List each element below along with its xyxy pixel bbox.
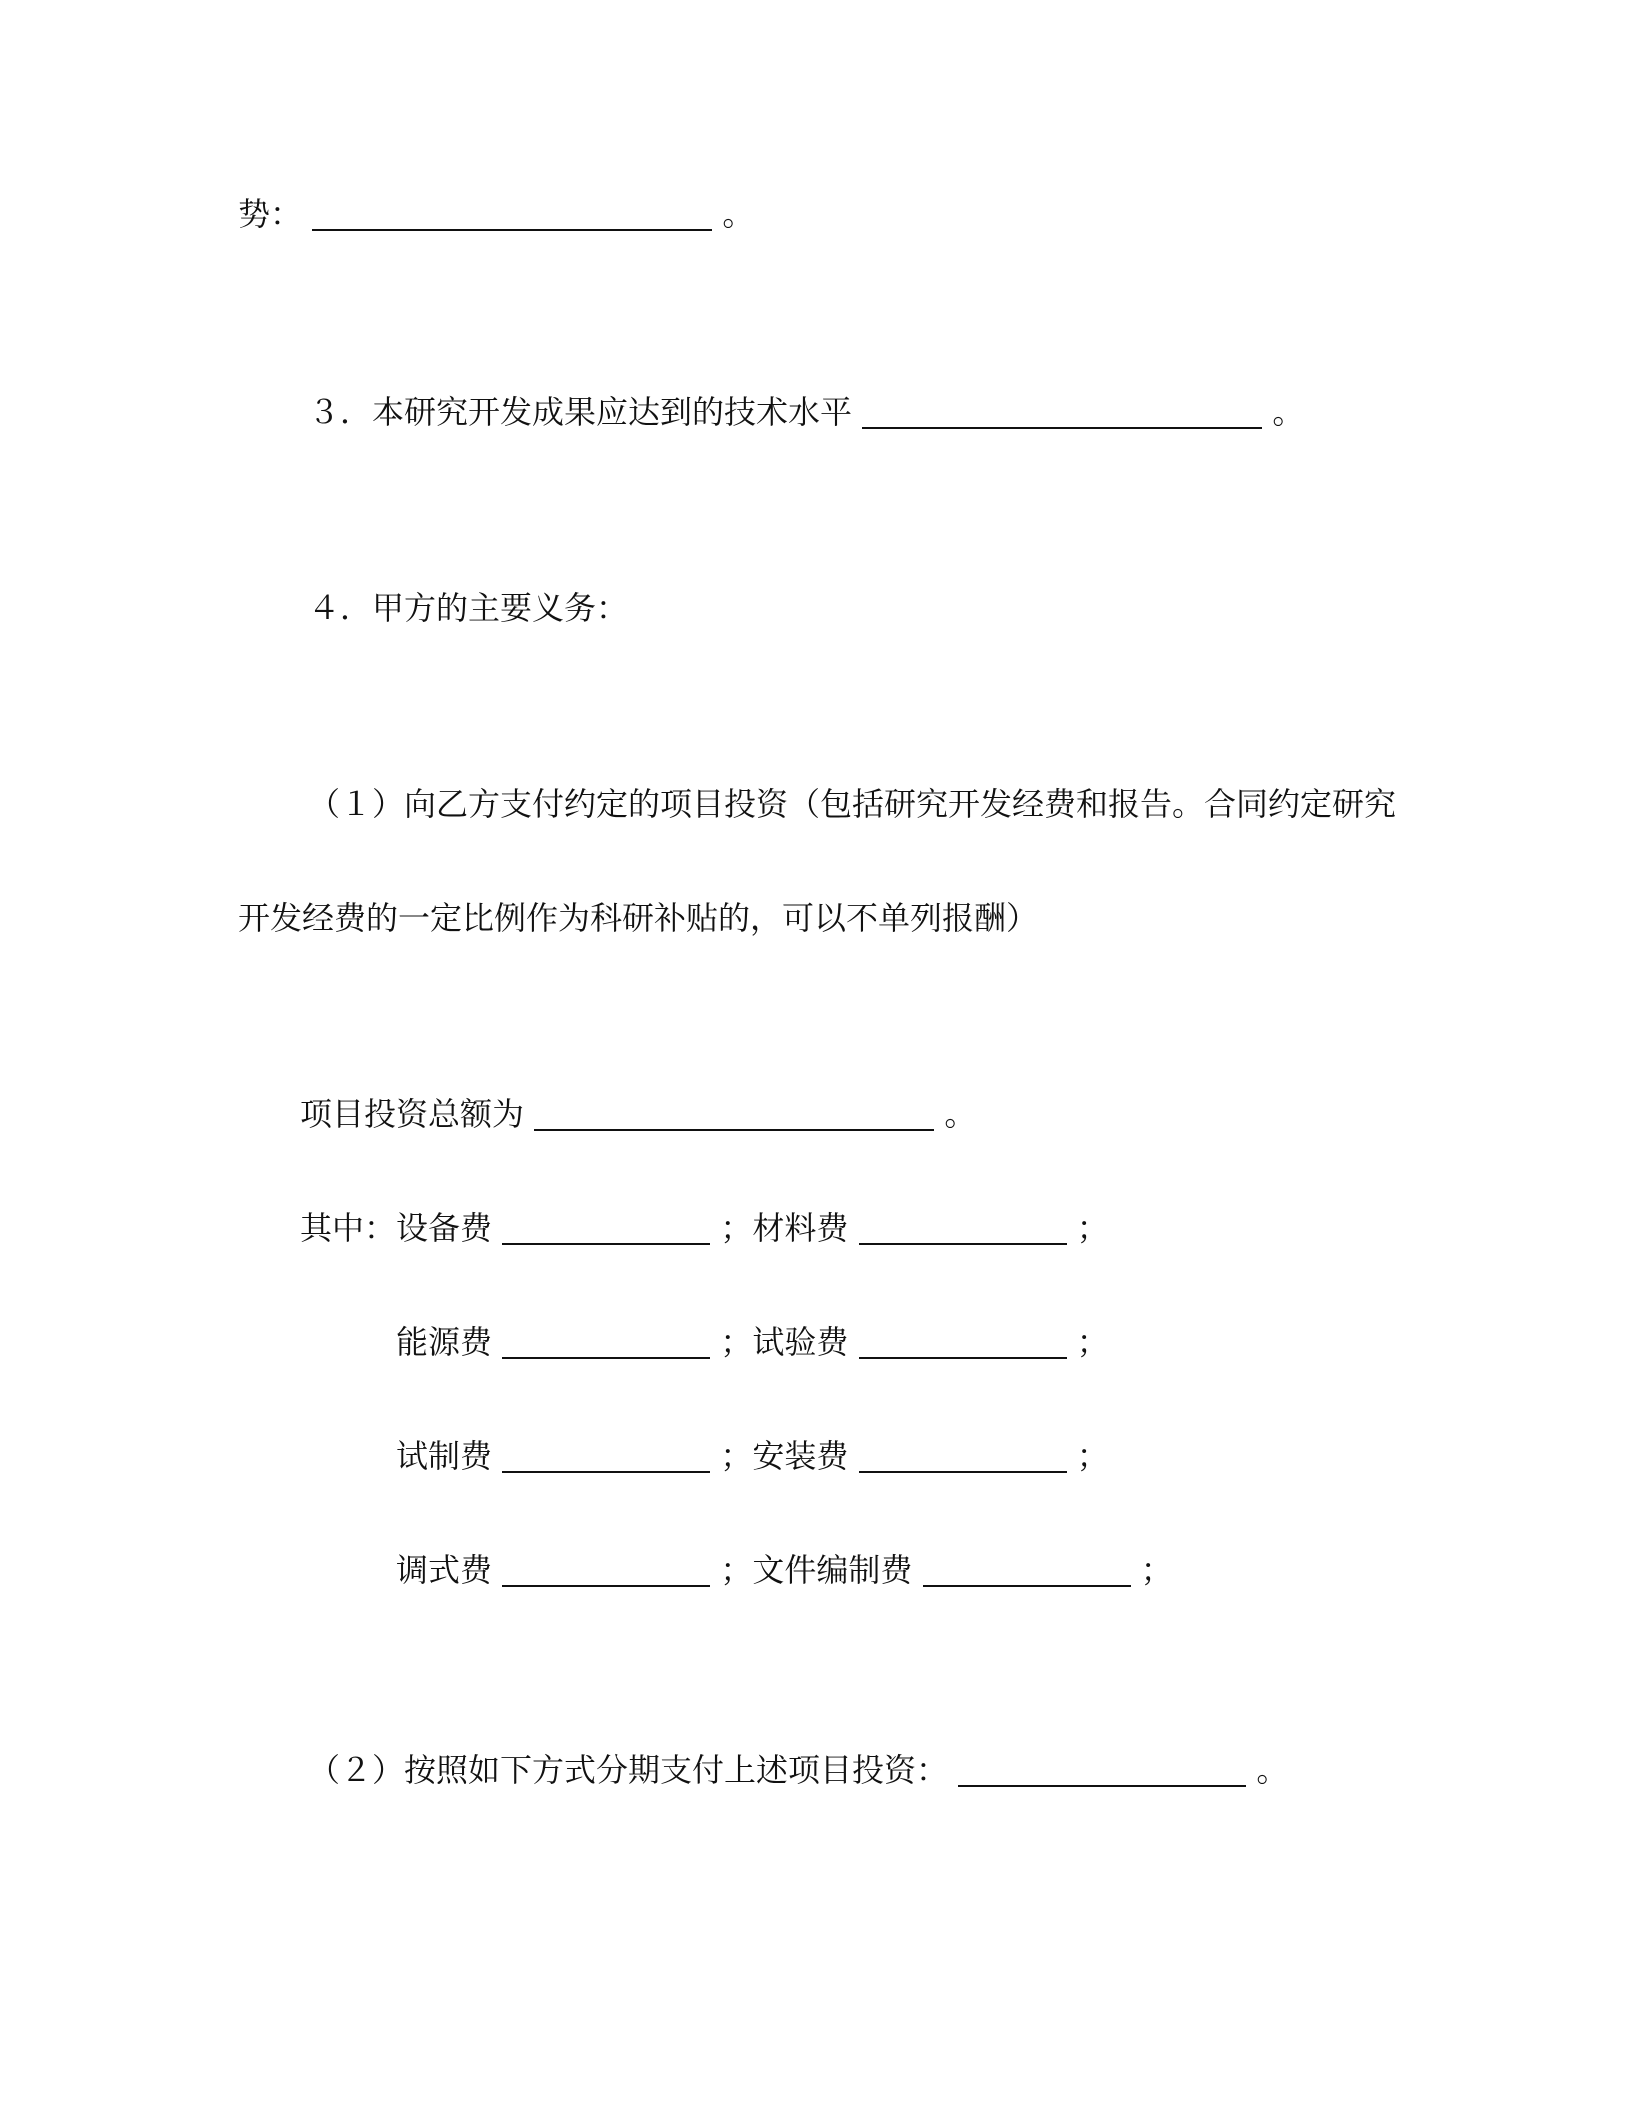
documentation-cost-field[interactable] xyxy=(923,1553,1131,1587)
item-text: 开发经费的一定比例作为科研补贴的，可以不单列报酬） xyxy=(238,899,1039,937)
installation-cost-field[interactable] xyxy=(859,1439,1067,1473)
line-suffix: 。 xyxy=(1272,393,1305,431)
clause-text: ４．甲方的主要义务： xyxy=(308,589,629,627)
field-label: ；试验费 xyxy=(720,1323,849,1361)
item-text: （１）向乙方支付约定的项目投资（包括研究开发经费和报告。合同约定研究 xyxy=(308,785,1397,823)
clause-text: ３．本研究开发成果应达到的技术水平 xyxy=(308,393,853,431)
energy-cost-field[interactable] xyxy=(502,1325,710,1359)
clause-3 xyxy=(308,390,1304,434)
item-1-line-1 xyxy=(308,782,1396,826)
field-label: 试制费 xyxy=(396,1437,493,1475)
field-label: 能源费 xyxy=(396,1323,493,1361)
cost-row-3 xyxy=(396,1434,1109,1478)
field-label: 其中：设备费 xyxy=(300,1209,493,1247)
clause-4-heading xyxy=(308,586,628,630)
line-suffix: 。 xyxy=(1256,1751,1289,1789)
cost-row-1 xyxy=(300,1206,1109,1250)
total-investment-field[interactable] xyxy=(534,1097,934,1131)
blank-field[interactable] xyxy=(312,197,712,231)
line-prefix: 势： xyxy=(238,195,303,233)
equipment-cost-field[interactable] xyxy=(502,1211,710,1245)
cost-row-4 xyxy=(396,1548,1173,1592)
item-2-line xyxy=(308,1748,1288,1792)
debugging-cost-field[interactable] xyxy=(502,1553,710,1587)
material-cost-field[interactable] xyxy=(859,1211,1067,1245)
item-text: （２）按照如下方式分期支付上述项目投资： xyxy=(308,1751,949,1789)
field-label: ；材料费 xyxy=(720,1209,849,1247)
line-suffix: ； xyxy=(1076,1437,1109,1475)
test-cost-field[interactable] xyxy=(859,1325,1067,1359)
item-1-line-2 xyxy=(238,896,1038,940)
line-suffix: 。 xyxy=(944,1095,977,1133)
field-label: 调式费 xyxy=(396,1551,493,1589)
field-label: ；文件编制费 xyxy=(720,1551,913,1589)
line-suffix: 。 xyxy=(722,195,755,233)
line-suffix: ； xyxy=(1076,1323,1109,1361)
continuation-line xyxy=(238,192,754,236)
trial-production-cost-field[interactable] xyxy=(502,1439,710,1473)
cost-row-2 xyxy=(396,1320,1109,1364)
field-label: ；安装费 xyxy=(720,1437,849,1475)
installment-field[interactable] xyxy=(958,1753,1246,1787)
line-suffix: ； xyxy=(1076,1209,1109,1247)
blank-field[interactable] xyxy=(862,395,1262,429)
total-investment-line xyxy=(300,1092,976,1136)
field-label: 项目投资总额为 xyxy=(300,1095,525,1133)
line-suffix: ； xyxy=(1140,1551,1173,1589)
